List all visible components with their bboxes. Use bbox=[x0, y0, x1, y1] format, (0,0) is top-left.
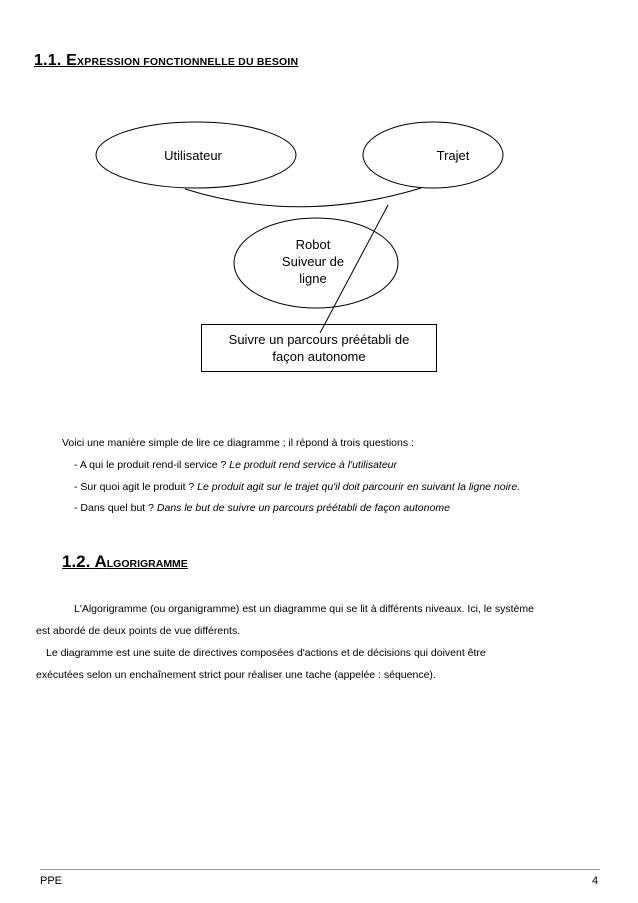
reading-intro: Voici une manière simple de lire ce diagramme ; il répond à trois questions : bbox=[62, 437, 414, 449]
question-3-text: - Dans quel but ? bbox=[74, 502, 154, 514]
section-title-rest: LGORIGRAMME bbox=[106, 558, 188, 570]
question-1 bbox=[74, 459, 397, 471]
question-2-text: - Sur quoi agit le produit ? bbox=[74, 481, 195, 493]
answer-2-text: Le produit agit sur le trajet qu'il doit parcourir en suivant la ligne noire. bbox=[197, 481, 521, 493]
trajet-label: Trajet bbox=[436, 148, 470, 163]
horn-arc bbox=[185, 188, 421, 207]
section-title-initial: E bbox=[66, 52, 78, 69]
function-line1: Suivre un parcours préétabli de bbox=[228, 332, 410, 347]
answer-3-text: Dans le but de suivre un parcours préétabli de façon autonome bbox=[156, 502, 450, 514]
function-line2: façon autonome bbox=[272, 349, 366, 364]
robot-label-line3: ligne bbox=[299, 271, 327, 286]
section-title-rest: XPRESSION FONCTIONNELLE DU BESOIN bbox=[77, 56, 299, 68]
section-number: 1.2. bbox=[62, 552, 91, 571]
question-2 bbox=[74, 481, 520, 493]
algo-line-3: Le diagramme est une suite de directives composées d'actions et de décisions qui doivent être bbox=[46, 647, 486, 659]
question-3 bbox=[74, 502, 450, 514]
answer-1-text: Le produit rend service à l'utilisateur bbox=[229, 459, 398, 471]
purpose-line bbox=[320, 205, 388, 333]
algo-line-4: exécutées selon un enchaînement strict pour réaliser une tache (appelée : séquence). bbox=[36, 669, 436, 681]
trajet-ellipse bbox=[363, 122, 503, 188]
page-number: 4 bbox=[592, 875, 599, 887]
section-heading-2 bbox=[62, 552, 188, 572]
question-1-text: - A qui le produit rend-il service ? bbox=[74, 459, 227, 471]
section-number: 1.1. bbox=[34, 52, 62, 69]
user-label: Utilisateur bbox=[164, 148, 222, 163]
footer-divider bbox=[40, 869, 600, 870]
algo-line-2: est abordé de deux points de vue différents. bbox=[36, 625, 241, 637]
robot-label-line1: Robot bbox=[295, 237, 331, 252]
footer-label: PPE bbox=[40, 875, 63, 887]
robot-label-line2: Suiveur de bbox=[281, 254, 345, 269]
section-title-initial: A bbox=[94, 552, 107, 571]
algo-line-1: L'Algorigramme (ou organigramme) est un diagramme qui se lit à différents niveaux. Ici, le système bbox=[74, 603, 534, 615]
function-box bbox=[201, 324, 437, 372]
